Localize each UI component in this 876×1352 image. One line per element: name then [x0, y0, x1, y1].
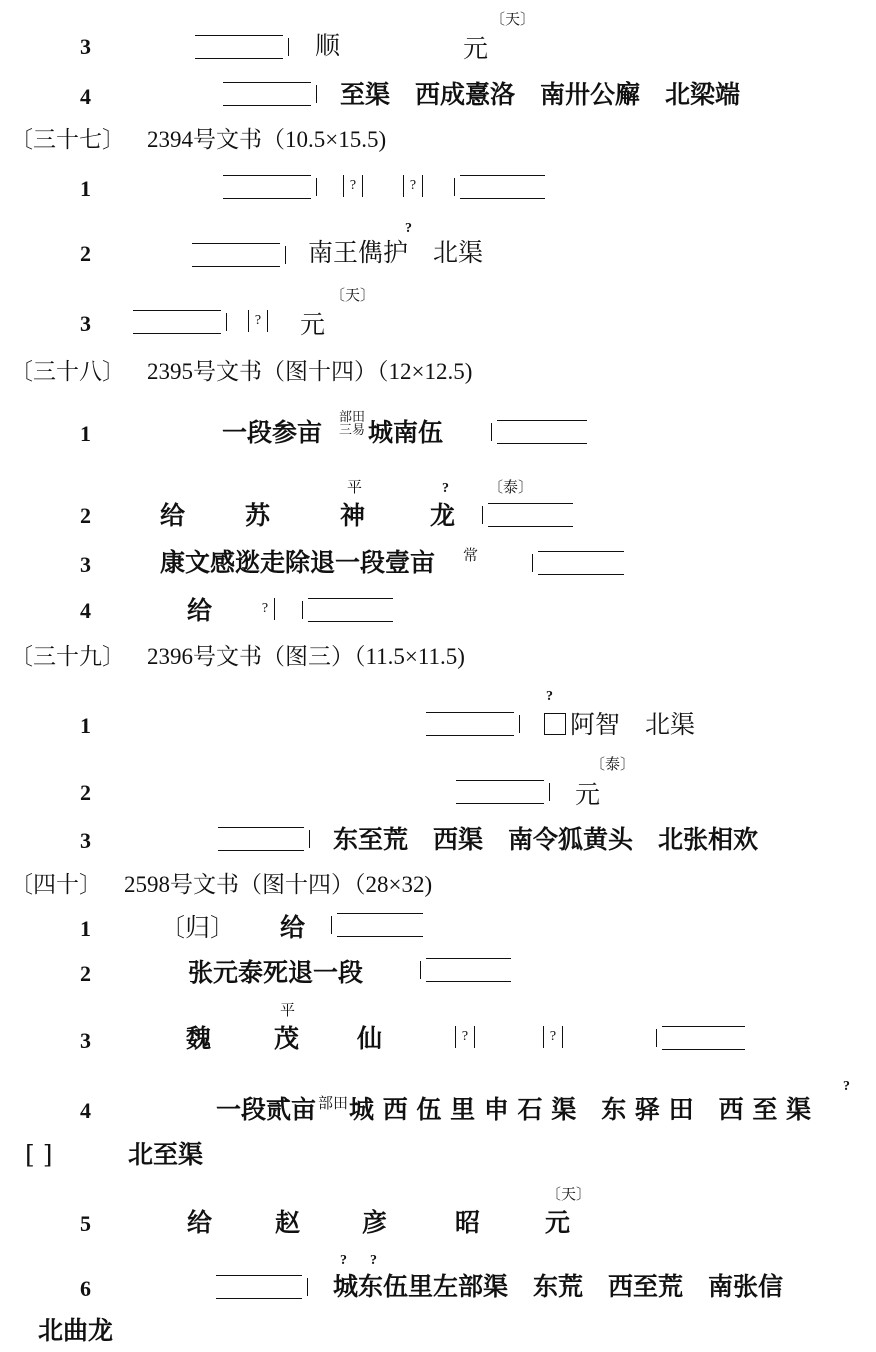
- section-label: 〔四十〕: [10, 872, 102, 898]
- lacuna-gap: [218, 827, 304, 851]
- document-title: 2394号文书（10.5×15.5): [147, 127, 387, 152]
- illegible-char-box: ?: [248, 310, 268, 332]
- tian-note: 〔天〕: [330, 286, 376, 304]
- lacuna-gap: [223, 82, 311, 106]
- lacuna-gap: [426, 958, 511, 982]
- line-text: 东至荒 西渠 南令狐黄头 北张相欢: [333, 825, 759, 854]
- section-header: [10, 360, 472, 384]
- line-text: 北曲龙: [38, 1316, 114, 1345]
- line-number: 2: [80, 241, 91, 266]
- stacked-annotation: [338, 411, 366, 437]
- illegible-char-box: ?: [343, 175, 363, 197]
- uncertain-mark: ?: [405, 221, 412, 236]
- line-number: 2: [80, 780, 91, 805]
- uncertain-mark: ?: [370, 1253, 377, 1268]
- section-header: [10, 645, 465, 669]
- line-text: 北至渠: [128, 1140, 204, 1169]
- line-text: 阿智 北渠: [570, 710, 696, 739]
- lacuna-gap: [538, 551, 624, 575]
- line-text: 南王儁护 北渠: [308, 238, 484, 267]
- illegible-char-box: ?: [403, 175, 423, 197]
- stack-bottom: 三易: [338, 423, 365, 438]
- document-title: 2598号文书（图十四）（28×32): [124, 872, 433, 897]
- line-text: 城东伍里左部渠 东荒 西至荒 南张信: [333, 1272, 784, 1301]
- lacuna-gap: [488, 503, 573, 527]
- line-number: 3: [80, 311, 91, 336]
- tai-note: 〔泰〕: [590, 755, 636, 773]
- line-number: 3: [80, 552, 91, 577]
- section-label: 〔三十七〕: [10, 127, 125, 153]
- line-text: 城南伍: [368, 418, 444, 447]
- uncertain-mark: ?: [546, 689, 553, 704]
- line-char: 给: [160, 501, 186, 530]
- section-label: 〔三十八〕: [10, 359, 125, 385]
- lacuna-gap: [426, 712, 514, 736]
- line-number: 1: [80, 421, 91, 446]
- line-text: 给: [280, 913, 306, 942]
- small-annotation: 部田: [318, 1094, 349, 1112]
- missing-char-box: [544, 713, 566, 735]
- line-text: 元: [463, 34, 489, 63]
- ping-note: 平: [280, 1001, 296, 1019]
- lacuna-gap: [223, 175, 311, 199]
- lacuna-gap: [216, 1275, 302, 1299]
- section-header: [10, 873, 432, 897]
- lacuna-gap: [308, 598, 393, 622]
- section-header: [10, 128, 386, 152]
- line-text: 元: [300, 310, 326, 339]
- line-number: 5: [80, 1211, 91, 1236]
- blank-bracket: [ ]: [25, 1140, 53, 1169]
- line-char: 神: [340, 501, 366, 530]
- line-number: 1: [80, 916, 91, 941]
- line-text: 康文感逖走除退一段壹亩: [160, 548, 436, 577]
- line-char: 苏: [245, 501, 271, 530]
- lacuna-gap: [456, 780, 544, 804]
- line-text: 元: [575, 780, 601, 809]
- line-char: 茂: [274, 1024, 300, 1053]
- lacuna-gap: [337, 913, 423, 937]
- line-text: 给: [187, 596, 213, 625]
- tai-note: 〔泰〕: [488, 478, 534, 496]
- line-number: 1: [80, 176, 91, 201]
- line-char: 给: [187, 1208, 213, 1237]
- illegible-char-box: ?: [256, 598, 275, 620]
- line-number: 1: [80, 713, 91, 738]
- document-title: 2395号文书（图十四）（12×12.5): [147, 359, 473, 384]
- line-text: 至渠 西成憙洛 南卅公廨 北梁端: [340, 80, 741, 109]
- tian-note: 〔天〕: [546, 1185, 592, 1203]
- gui-bracket: 〔归〕: [160, 913, 236, 942]
- line-char: 彦: [362, 1208, 388, 1237]
- ping-note: 平: [347, 478, 363, 496]
- lacuna-gap: [133, 310, 221, 334]
- illegible-char-box: ?: [455, 1026, 475, 1048]
- uncertain-mark: ?: [442, 481, 449, 496]
- line-char: 昭: [455, 1208, 481, 1237]
- lacuna-gap: [497, 420, 587, 444]
- line-number: 4: [80, 598, 91, 623]
- line-char: 魏: [186, 1024, 212, 1053]
- line-text: 一段参亩: [222, 418, 323, 447]
- line-text: 城 西 伍 里 申 石 渠 东 驿 田 西 至 渠: [349, 1095, 812, 1124]
- line-text: 张元泰死退一段: [188, 958, 364, 987]
- uncertain-mark: ?: [340, 1253, 347, 1268]
- line-number: 3: [80, 34, 91, 59]
- line-text: 顺: [315, 31, 341, 60]
- line-number: 3: [80, 828, 91, 853]
- illegible-char-box: ?: [543, 1026, 563, 1048]
- line-text: 一段贰亩: [216, 1095, 317, 1124]
- lacuna-gap: [662, 1026, 745, 1050]
- line-char: 仙: [357, 1024, 383, 1053]
- line-number: 3: [80, 1028, 91, 1053]
- lacuna-gap: [195, 35, 283, 59]
- line-char: 元: [545, 1208, 571, 1237]
- uncertain-mark: ?: [843, 1079, 850, 1094]
- line-number: 4: [80, 1098, 91, 1123]
- line-char: 赵: [275, 1208, 301, 1237]
- lacuna-gap: [192, 243, 280, 267]
- lacuna-gap: [460, 175, 545, 199]
- chang-note: 常: [463, 546, 479, 564]
- stack-top: 部田: [338, 410, 365, 425]
- line-number: 2: [80, 961, 91, 986]
- line-char: 龙: [430, 501, 456, 530]
- document-title: 2396号文书（图三）（11.5×11.5): [147, 644, 465, 669]
- line-number: 6: [80, 1276, 91, 1301]
- line-number: 2: [80, 503, 91, 528]
- tian-note: 〔天〕: [490, 10, 536, 28]
- section-label: 〔三十九〕: [10, 644, 125, 670]
- line-number: 4: [80, 84, 91, 109]
